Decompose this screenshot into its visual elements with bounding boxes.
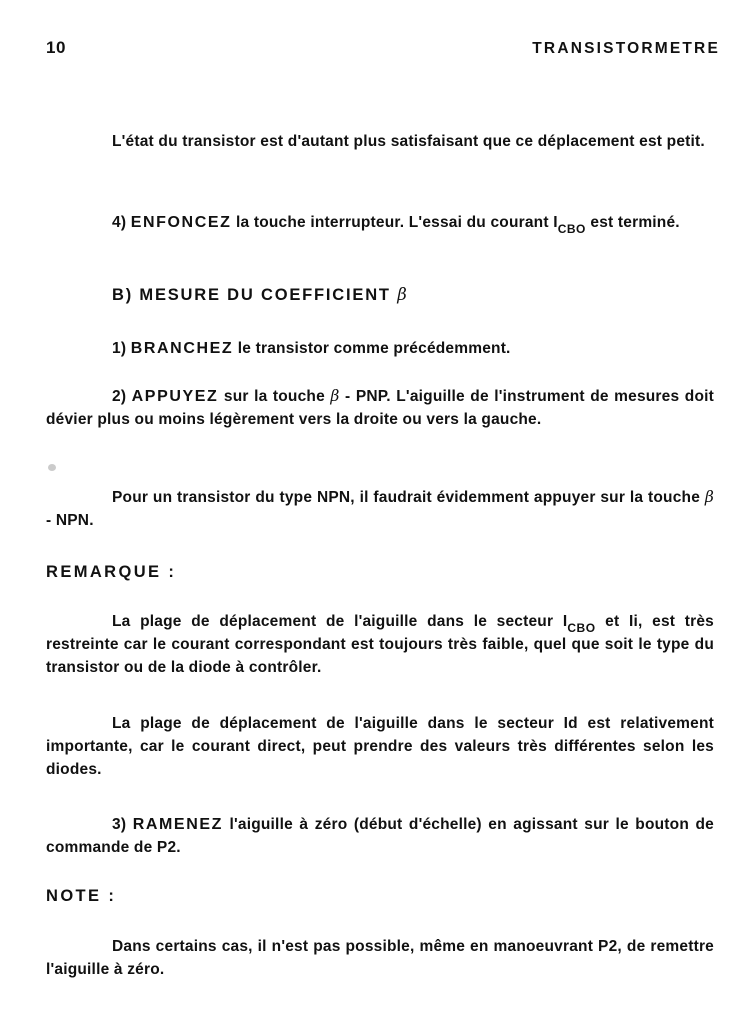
paragraph-step-1 <box>46 337 714 360</box>
paragraph-step-2 <box>46 385 714 431</box>
step-1-number: 1) <box>112 340 131 357</box>
step-3-action: RAMENEZ <box>132 816 223 833</box>
paragraph-remarque-2 <box>46 712 714 781</box>
step-2-text-a: sur la touche <box>218 388 331 405</box>
running-title: TRANSISTORMETRE <box>532 40 720 57</box>
step-4-subscript: CBO <box>557 222 586 236</box>
step-4-number: 4) <box>112 214 131 231</box>
paragraph-etat-text: L'état du transistor est d'autant plus satisfaisant que ce déplacement est petit. <box>112 133 705 150</box>
paragraph-step-3 <box>46 813 714 859</box>
remarque-1-subscript: CBO <box>567 621 596 635</box>
paragraph-note <box>46 935 714 981</box>
npn-text-b: - NPN. <box>46 512 94 529</box>
section-b-heading <box>112 285 409 305</box>
npn-text-a: Pour un transistor du type NPN, il faudrait évidemment appuyer sur la touche <box>112 489 705 506</box>
section-b-title: B) MESURE DU COEFFICIENT <box>112 286 391 304</box>
scan-smudge <box>48 464 56 471</box>
remarque-heading: REMARQUE : <box>46 563 177 581</box>
paragraph-remarque-1 <box>46 610 714 679</box>
page-number: 10 <box>46 38 66 57</box>
step-4-action: ENFONCEZ <box>130 214 232 231</box>
step-2-number: 2) <box>112 388 132 405</box>
step-1-text: le transistor comme précédemment. <box>233 340 511 357</box>
paragraph-npn <box>46 486 714 532</box>
npn-beta: β <box>704 488 714 506</box>
remarque-2-text: La plage de déplacement de l'aiguille dans le secteur Id est relativement importante, car le courant direct, peut prendre des valeurs très différentes selon les diodes. <box>46 715 714 778</box>
paragraph-step-4 <box>46 211 714 234</box>
step-2-beta: β <box>330 387 340 405</box>
paragraph-etat <box>46 130 714 153</box>
note-heading: NOTE : <box>46 887 117 905</box>
remarque-1-text-a: La plage de déplacement de l'aiguille dans le secteur I <box>112 613 568 630</box>
step-2-action: APPUYEZ <box>131 388 219 405</box>
beta-symbol: β <box>397 285 409 304</box>
note-text: Dans certains cas, il n'est pas possible, même en manoeuvrant P2, de remettre l'aiguille à zéro. <box>46 938 714 978</box>
step-3-number: 3) <box>112 816 133 833</box>
step-3-text: l'aiguille à zéro (début d'échelle) en agissant sur le bouton de commande de P2. <box>46 816 714 856</box>
step-4-text: la touche interrupteur. L'essai du courant I <box>231 214 558 231</box>
remarque-1-text-b: et Ii, est très restreinte car le courant correspondant est toujours très faible, quel que soit le type du transistor ou de la diode à contrôler. <box>46 613 714 676</box>
step-4-suffix: est terminé. <box>585 214 680 231</box>
step-2-text-b: - PNP. L'aiguille de l'instrument de mesures doit dévier plus ou moins légèrement vers la droite ou vers la gauche. <box>46 388 714 428</box>
step-1-action: BRANCHEZ <box>130 340 234 357</box>
